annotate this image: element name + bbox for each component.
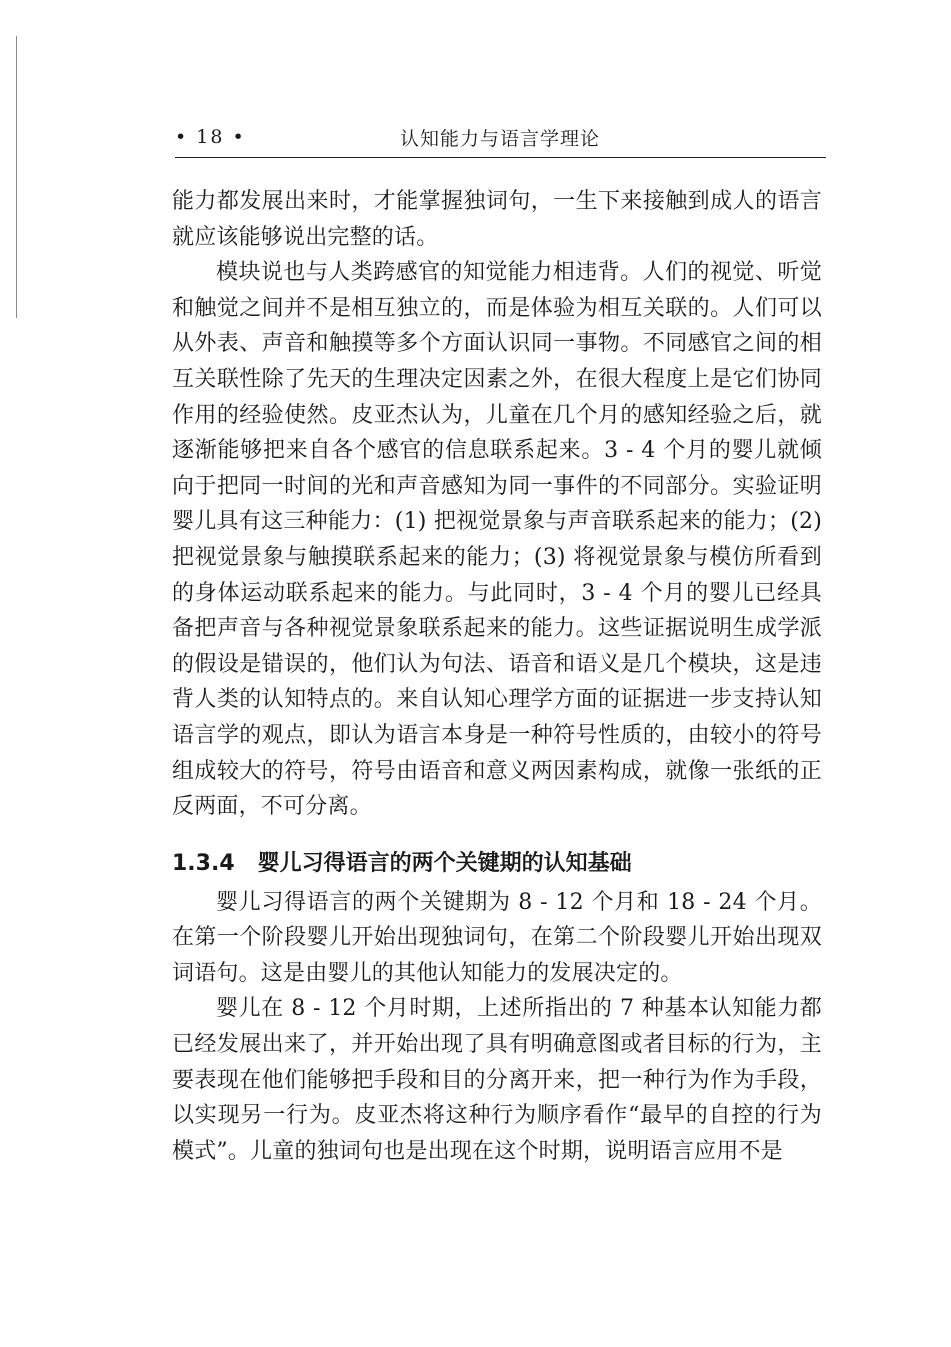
running-title: 认知能力与语言学理论 [399, 128, 600, 150]
body-text [172, 184, 822, 1169]
section-number: 1.3.4 [172, 850, 235, 876]
page-number: • 18 • [175, 126, 246, 148]
scan-edge-line [16, 36, 17, 318]
paragraph: 模块说也与人类跨感官的知觉能力相违背。人们的视觉、听觉和触觉之间并不是相互独立的，而是体验为相互关联的。人们可以从外表、声音和触摸等多个方面认识同一事物。不同感官之间的相互关联性除了先天的生理决定因素之外，在很大程度上是它们协同作用的经验使然。皮亚杰认为，儿童在几个月的感知经验之后，就逐渐能够把来自各个感官的信息联系起来。3 - 4 个月的婴儿就倾向于把同一时间的光和声音感知为同一事件的不同部分。实验证明婴儿具有这三种能力：(1) 把视觉景象与声音联系起来的能力；(2) 把视觉景象与触摸联系起来的能力；(3) 将视觉景象与模仿所看到的身体运动联系起来的能力。与此同时，3 - 4 个月的婴儿已经具备把声音与各种视觉景象联系起来的能力。这些证据说明生成学派的假设是错误的，他们认为句法、语音和语义是几个模块，这是违背人类的认知特点的。来自认知心理学方面的证据进一步支持认知语言学的观点，即认为语言本身是一种符号性质的，由较小的符号组成较大的符号，符号由语音和意义两因素构成，就像一张纸的正反两面，不可分离。 [172, 260, 822, 820]
section-title: 婴儿习得语言的两个关键期的认知基础 [257, 850, 632, 876]
running-head [175, 124, 825, 158]
paragraph: 婴儿在 8 - 12 个月时期，上述所指出的 7 种基本认知能力都已经发展出来了，并开始出现了具有明确意图或者目标的行为，主要表现在他们能够把手段和目的分离开来，把一种行为作为手段，以实现另一行为。皮亚杰将这种行为顺序看作“最早的自控的行为模式”。儿童的独词句也是出现在这个时期，说明语言应用不是 [172, 996, 822, 1164]
header-rule [175, 157, 826, 158]
paragraph-continued: 能力都发展出来时，才能掌握独词句，一生下来接触到成人的语言就应该能够说出完整的话。 [172, 189, 822, 250]
paragraph: 婴儿习得语言的两个关键期为 8 - 12 个月和 18 - 24 个月。在第一个阶段婴儿开始出现独词句，在第二个阶段婴儿开始出现双词语句。这是由婴儿的其他认知能力的发展决定的。 [172, 889, 822, 986]
section-heading [172, 847, 822, 881]
